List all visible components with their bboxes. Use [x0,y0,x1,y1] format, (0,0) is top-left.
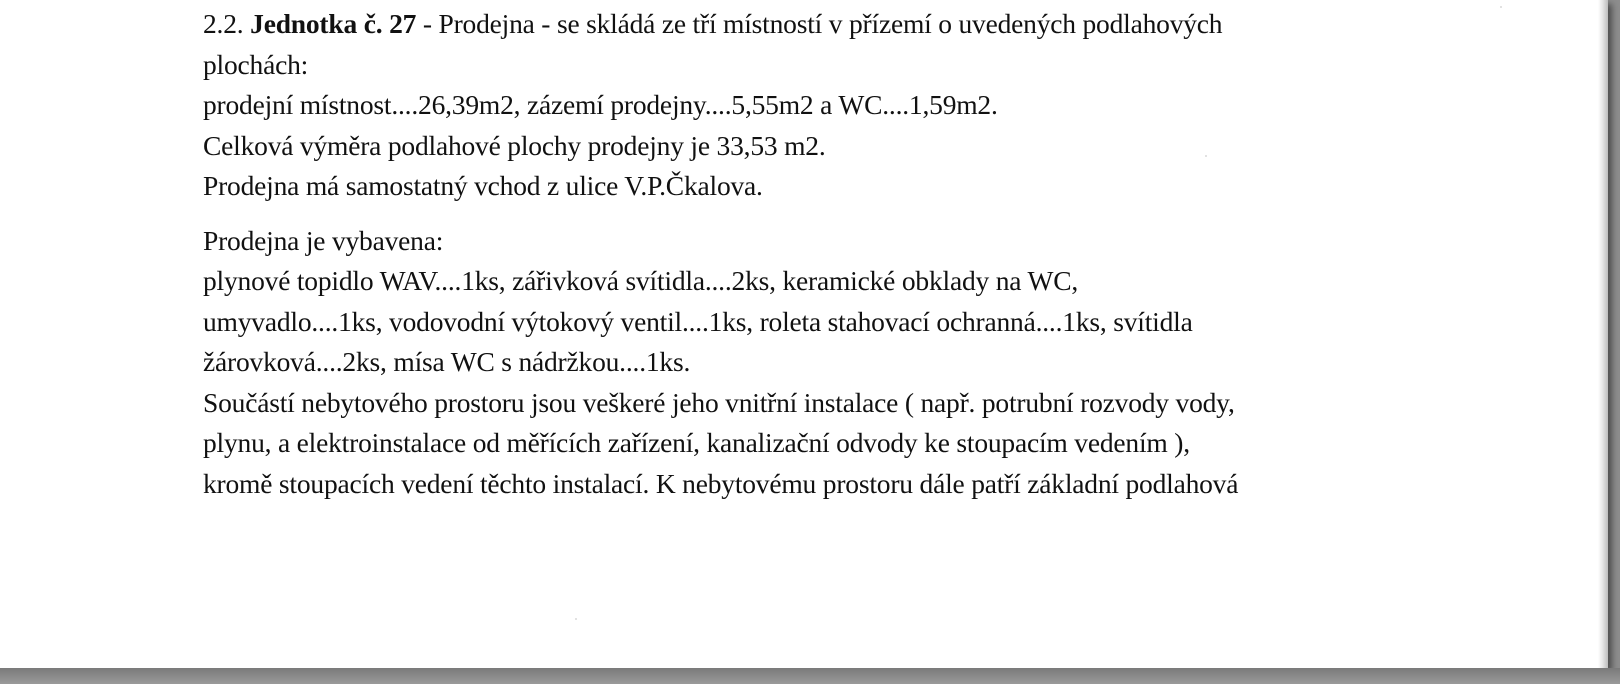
section-heading-rest: - Prodejna - se skládá ze tří místností v přízemí o uvedených podlahových [416,8,1223,39]
installations-line-1: Součástí nebytového prostoru jsou veškeré jeho vnitřní instalace ( např. potrubní rozvody vody, [203,386,1235,418]
scan-speck [1500,6,1502,8]
installations-line-3: kromě stoupacích vedení těchto instalací. K nebytovému prostoru dále patří základní podlahová [203,467,1239,499]
equipment-line-2: umyvadlo....1ks, vodovodní výtokový ventil....1ks, roleta stahovací ochranná....1ks, svítidla [203,305,1193,337]
scan-speck [575,618,577,620]
section-heading-line [203,4,1503,45]
unit-title: Jednotka č. 27 [250,8,417,39]
section-line-2: plochách: [203,48,309,80]
installations-line-2: plynu, a elektroinstalace od měřících zařízení, kanalizační odvody ke stoupacím vedením ), [203,427,1190,458]
viewer-background [0,668,1620,684]
section-number: 2.2. [203,8,244,39]
section-line-3: prodejní místnost....26,39m2, zázemí prodejny....5,55m2 a WC....1,59m2. [203,89,998,120]
scan-speck [1205,155,1207,157]
page-edge-shadow [1598,0,1608,668]
paragraph-gap [203,207,1503,221]
section-line-4: Celková výměra podlahové plochy prodejny je 33,53 m2. [203,129,826,161]
section-line-5: Prodejna má samostatný vchod z ulice V.P.Čkalova. [203,170,763,201]
document-text [203,4,1503,504]
equipment-line-3: žárovková....2ks, mísa WC s nádržkou....1ks. [203,346,691,377]
equipment-line-1: plynové topidlo WAV....1ks, zářivková svítidla....2ks, keramické obklady na WC, [203,265,1079,296]
equipment-heading: Prodejna je vybavena: [203,224,444,256]
